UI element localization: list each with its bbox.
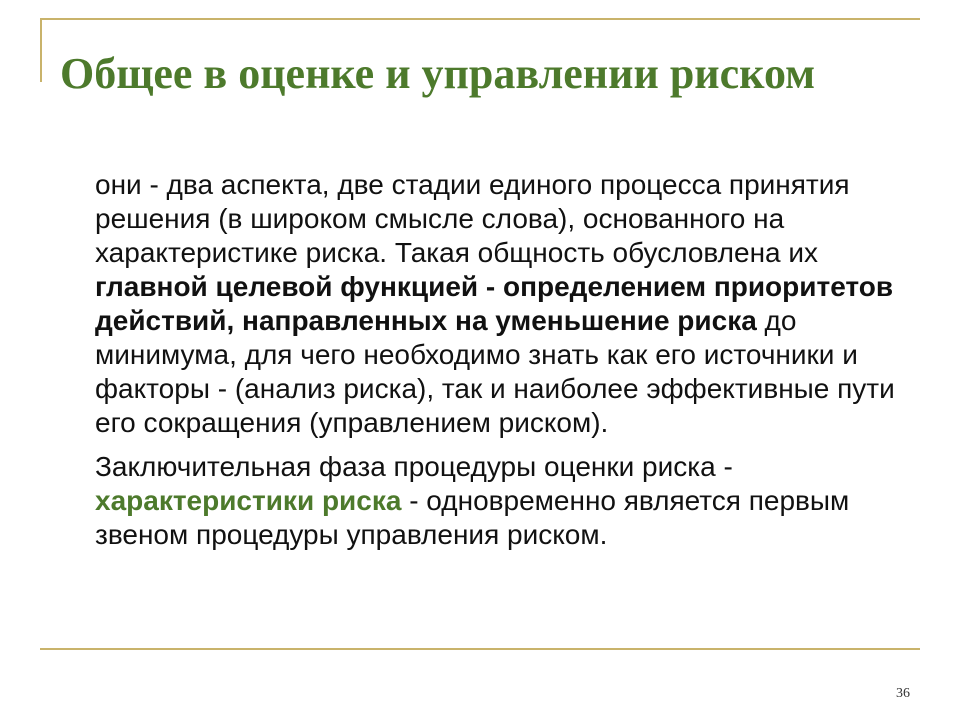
frame-top-line [40,18,920,20]
frame-left-line [40,18,42,82]
page-number: 36 [896,686,910,701]
paragraph-1-text-before: они - два аспекта, две стадии единого процесса принятия решения (в широком смысле слова), основанного на характеристике риска. Такая общность обусловлена их [95,169,850,268]
body-paragraph-2 [95,450,925,552]
slide-title: Общее в оценке и управлении риском [60,49,816,98]
paragraph-2-text-before: Заключительная фаза процедуры оценки риска - [95,451,733,482]
paragraph-1-bold-text: главной целевой функцией - определением приоритетов действий, направленных на уменьшение риска [95,271,894,336]
frame-bottom-line [40,648,920,650]
paragraph-1-text-after: до минимума, для чего необходимо знать как его источники и факторы - (анализ риска), так и наиболее эффективные пути его сокращения (управлением риском). [95,305,895,438]
body-paragraph-1 [95,168,925,440]
slide-body [95,168,925,552]
paragraph-2-accent-text: характеристики риска [95,485,402,516]
paragraph-2-text-after: - одновременно является первым звеном процедуры управления риском. [95,485,850,550]
